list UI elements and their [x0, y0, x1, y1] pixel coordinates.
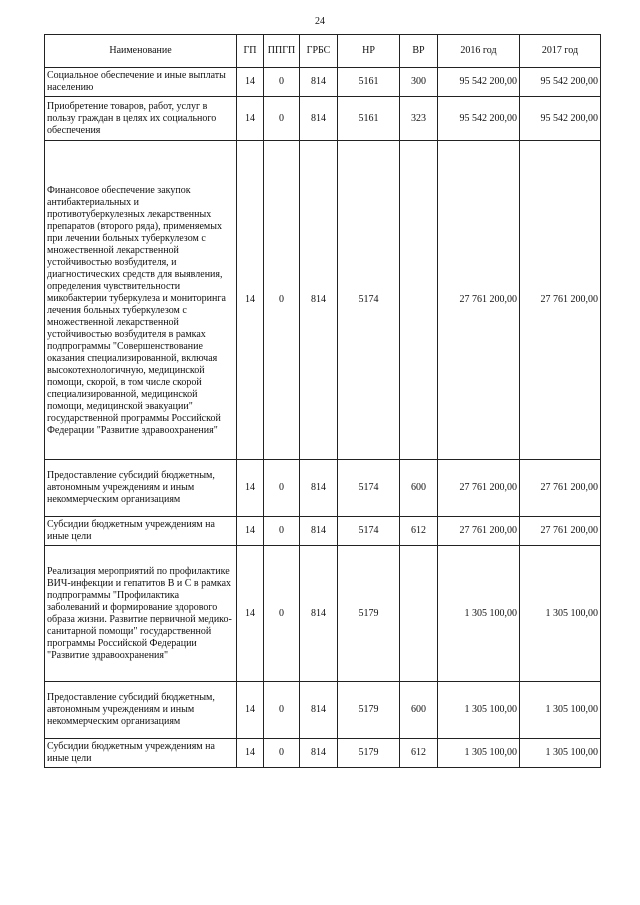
row-2016: 27 761 200,00	[438, 460, 520, 517]
row-2016: 27 761 200,00	[438, 141, 520, 460]
row-gp: 14	[237, 460, 264, 517]
row-2017: 27 761 200,00	[520, 517, 601, 546]
row-gp: 14	[237, 739, 264, 768]
table-row	[45, 517, 601, 546]
table-row	[45, 546, 601, 682]
row-grbs: 814	[300, 141, 338, 460]
row-ppgp: 0	[264, 68, 300, 97]
col-header-name: Наименование	[45, 35, 237, 68]
row-nr: 5179	[338, 682, 400, 739]
row-nr: 5179	[338, 739, 400, 768]
row-vr: 612	[400, 517, 438, 546]
row-grbs: 814	[300, 682, 338, 739]
row-2016: 1 305 100,00	[438, 546, 520, 682]
row-name: Предоставление субсидий бюджетным, автономным учреждениям и иным некоммерческим организациям	[45, 460, 237, 517]
row-gp: 14	[237, 682, 264, 739]
table-row	[45, 682, 601, 739]
col-header-gp: ГП	[237, 35, 264, 68]
row-vr: 300	[400, 68, 438, 97]
row-nr: 5174	[338, 517, 400, 546]
row-gp: 14	[237, 141, 264, 460]
row-ppgp: 0	[264, 141, 300, 460]
row-nr: 5161	[338, 97, 400, 141]
row-name: Предоставление субсидий бюджетным, автономным учреждениям и иным некоммерческим организациям	[45, 682, 237, 739]
row-grbs: 814	[300, 739, 338, 768]
table-row	[45, 68, 601, 97]
row-ppgp: 0	[264, 517, 300, 546]
row-2017: 1 305 100,00	[520, 682, 601, 739]
row-name: Социальное обеспечение и иные выплаты населению	[45, 68, 237, 97]
row-2017: 1 305 100,00	[520, 546, 601, 682]
row-grbs: 814	[300, 517, 338, 546]
col-header-2016: 2016 год	[438, 35, 520, 68]
row-vr: 600	[400, 460, 438, 517]
row-2016: 1 305 100,00	[438, 682, 520, 739]
row-2017: 95 542 200,00	[520, 68, 601, 97]
row-gp: 14	[237, 68, 264, 97]
row-vr: 600	[400, 682, 438, 739]
row-ppgp: 0	[264, 460, 300, 517]
row-grbs: 814	[300, 546, 338, 682]
row-name: Субсидии бюджетным учреждениям на иные цели	[45, 739, 237, 768]
row-nr: 5179	[338, 546, 400, 682]
row-grbs: 814	[300, 97, 338, 141]
row-grbs: 814	[300, 68, 338, 97]
page-number: 24	[315, 16, 325, 27]
col-header-ppgp: ППГП	[264, 35, 300, 68]
table-row	[45, 460, 601, 517]
row-vr	[400, 141, 438, 460]
row-nr: 5161	[338, 68, 400, 97]
table-header-row	[45, 35, 601, 68]
col-header-grbs: ГРБС	[300, 35, 338, 68]
row-2017: 1 305 100,00	[520, 739, 601, 768]
row-2016: 27 761 200,00	[438, 517, 520, 546]
row-2017: 27 761 200,00	[520, 141, 601, 460]
row-grbs: 814	[300, 460, 338, 517]
row-2016: 1 305 100,00	[438, 739, 520, 768]
row-2017: 95 542 200,00	[520, 97, 601, 141]
row-vr	[400, 546, 438, 682]
table-row	[45, 97, 601, 141]
row-gp: 14	[237, 546, 264, 682]
row-vr: 612	[400, 739, 438, 768]
table-row	[45, 141, 601, 460]
row-2017: 27 761 200,00	[520, 460, 601, 517]
col-header-vr: ВР	[400, 35, 438, 68]
row-name: Приобретение товаров, работ, услуг в пользу граждан в целях их социального обеспечения	[45, 97, 237, 141]
col-header-nr: НР	[338, 35, 400, 68]
row-name: Субсидии бюджетным учреждениям на иные цели	[45, 517, 237, 546]
row-ppgp: 0	[264, 682, 300, 739]
budget-table	[44, 34, 601, 768]
row-ppgp: 0	[264, 97, 300, 141]
row-vr: 323	[400, 97, 438, 141]
row-gp: 14	[237, 97, 264, 141]
row-gp: 14	[237, 517, 264, 546]
row-name: Реализация мероприятий по профилактике ВИЧ-инфекции и гепатитов В и С в рамках подпрограммы "Профилактика заболеваний и формирование здорового образа жизни. Развитие первичной медико-санитарной помощи" государственной программы Российской Федерации "Развитие здравоохранения"	[45, 546, 237, 682]
row-2016: 95 542 200,00	[438, 97, 520, 141]
row-ppgp: 0	[264, 546, 300, 682]
row-name: Финансовое обеспечение закупок антибактериальных и противотуберкулезных лекарственных препаратов (второго ряда), применяемых при лечении больных туберкулезом с множественной лекарственной устойчивостью возбудителя, и диагностических средств для выявления, определения чувствительности микобактерии туберкулеза и мониторинга лечения больных туберкулезом с множественной лекарственной устойчивостью возбудителя в рамках подпрограммы "Совершенствование оказания специализированной, включая высокотехнологичную, медицинской помощи, скорой, в том числе скорой специализированной, медицинской помощи, медицинской эвакуации" государственной программы Российской Федерации "Развитие здравоохранения"	[45, 141, 237, 460]
row-2016: 95 542 200,00	[438, 68, 520, 97]
row-nr: 5174	[338, 141, 400, 460]
row-ppgp: 0	[264, 739, 300, 768]
row-nr: 5174	[338, 460, 400, 517]
col-header-2017: 2017 год	[520, 35, 601, 68]
table-row	[45, 739, 601, 768]
